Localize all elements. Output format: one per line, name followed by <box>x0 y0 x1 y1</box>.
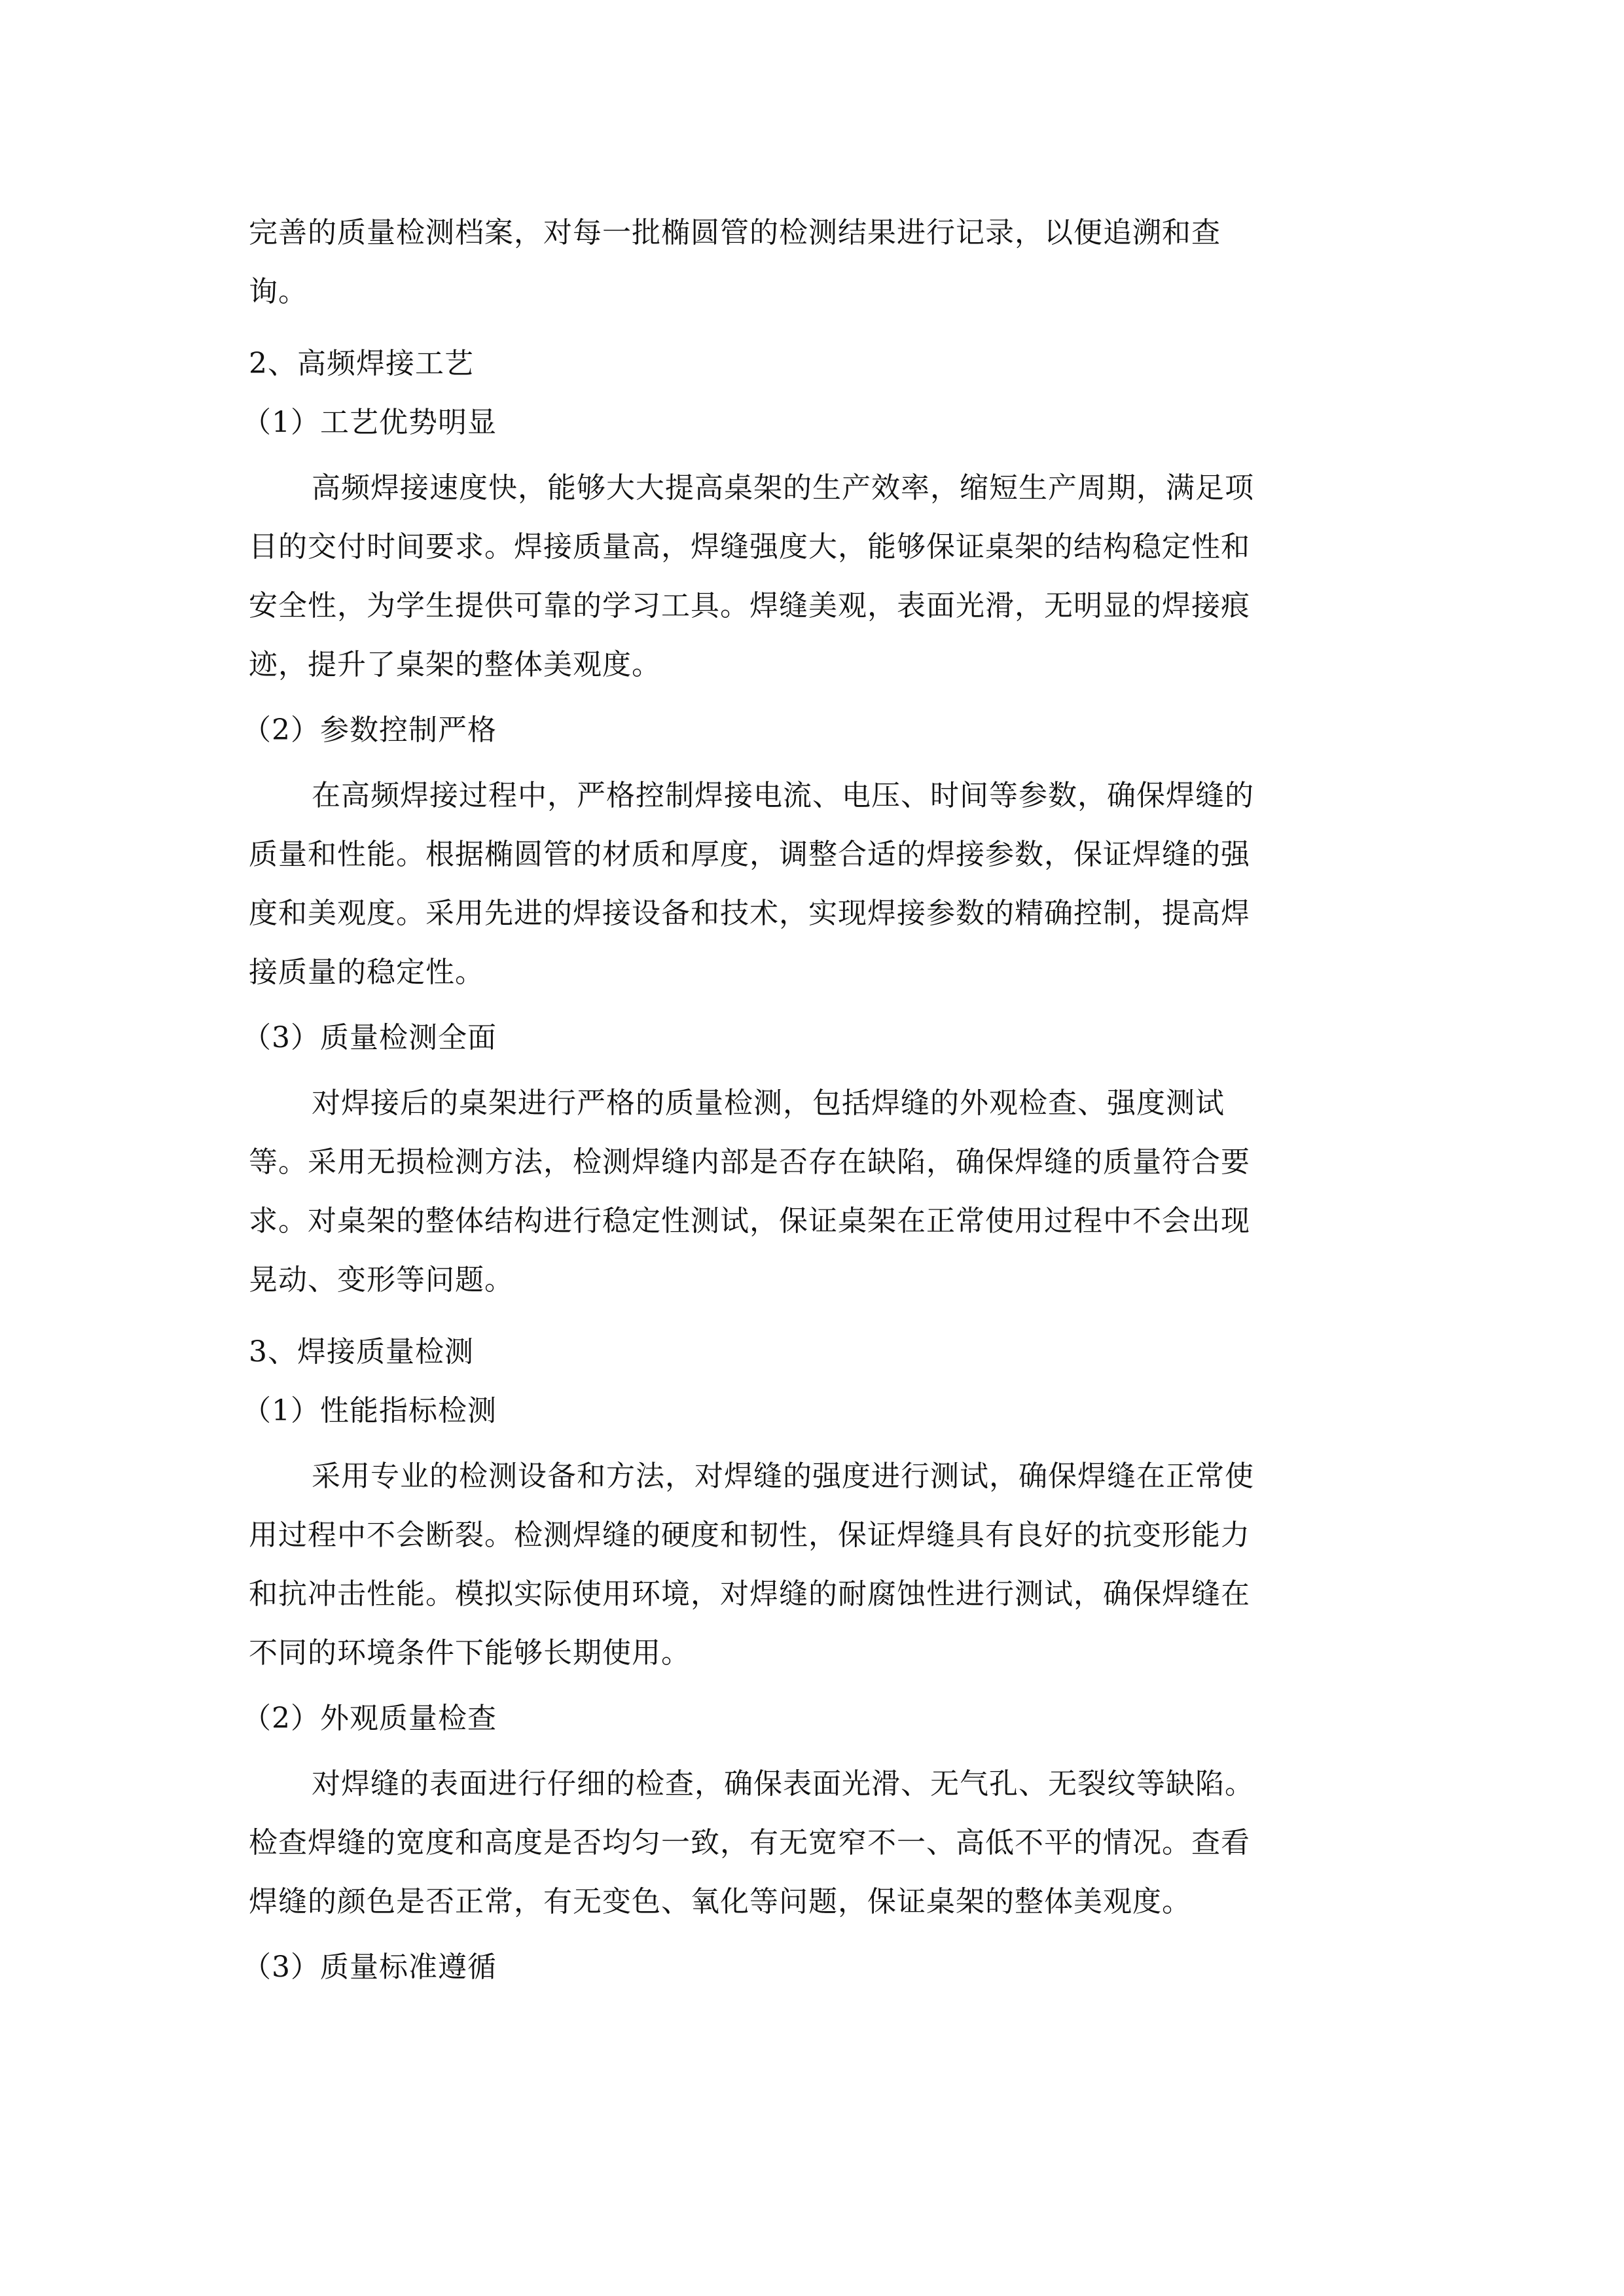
subsection-heading: （1）性能指标检测 <box>242 1394 497 1427</box>
paragraph-line: 求。对桌架的整体结构进行稳定性测试，保证桌架在正常使用过程中不会出现 <box>249 1204 1250 1238</box>
section-heading: 3、焊接质量检测 <box>249 1335 474 1369</box>
paragraph-line: 质量和性能。根据椭圆管的材质和厚度，调整合适的焊接参数，保证焊缝的强 <box>249 838 1250 871</box>
section-heading: 2、高频焊接工艺 <box>249 347 474 380</box>
paragraph-line: 用过程中不会断裂。检测焊缝的硬度和韧性，保证焊缝具有良好的抗变形能力 <box>249 1518 1250 1552</box>
paragraph-line: 目的交付时间要求。焊接质量高，焊缝强度大，能够保证桌架的结构稳定性和 <box>249 530 1250 564</box>
paragraph-line: 完善的质量检测档案，对每一批椭圆管的检测结果进行记录，以便追溯和查 <box>249 216 1221 249</box>
paragraph-line: 采用专业的检测设备和方法，对焊缝的强度进行测试，确保焊缝在正常使 <box>312 1460 1254 1493</box>
paragraph-line: 询。 <box>249 275 308 308</box>
subsection-heading: （1）工艺优势明显 <box>242 406 497 439</box>
paragraph-line: 度和美观度。采用先进的焊接设备和技术，实现焊接参数的精确控制，提高焊 <box>249 897 1250 930</box>
subsection-heading: （3）质量检测全面 <box>242 1021 497 1054</box>
paragraph-line: 对焊缝的表面进行仔细的检查，确保表面光滑、无气孔、无裂纹等缺陷。 <box>312 1767 1254 1801</box>
paragraph-line: 不同的环境条件下能够长期使用。 <box>249 1636 691 1670</box>
paragraph-line: 迹，提升了桌架的整体美观度。 <box>249 648 661 681</box>
paragraph-line: 检查焊缝的宽度和高度是否均匀一致，有无宽窄不一、高低不平的情况。查看 <box>249 1826 1250 1859</box>
paragraph-line: 在高频焊接过程中，严格控制焊接电流、电压、时间等参数，确保焊缝的 <box>312 779 1254 812</box>
paragraph-line: 和抗冲击性能。模拟实际使用环境，对焊缝的耐腐蚀性进行测试，确保焊缝在 <box>249 1577 1250 1611</box>
paragraph-line: 高频焊接速度快，能够大大提高桌架的生产效率，缩短生产周期，满足项 <box>312 471 1254 505</box>
paragraph-line: 接质量的稳定性。 <box>249 956 484 989</box>
paragraph-line: 等。采用无损检测方法，检测焊缝内部是否存在缺陷，确保焊缝的质量符合要 <box>249 1145 1250 1179</box>
subsection-heading: （2）参数控制严格 <box>242 713 497 747</box>
subsection-heading: （3）质量标准遵循 <box>242 1950 497 1984</box>
subsection-heading: （2）外观质量检查 <box>242 1702 497 1735</box>
paragraph-line: 晃动、变形等问题。 <box>249 1263 514 1297</box>
paragraph-line: 焊缝的颜色是否正常，有无变色、氧化等问题，保证桌架的整体美观度。 <box>249 1885 1191 1918</box>
paragraph-line: 对焊接后的桌架进行严格的质量检测，包括焊缝的外观检查、强度测试 <box>312 1086 1225 1120</box>
paragraph-line: 安全性，为学生提供可靠的学习工具。焊缝美观，表面光滑，无明显的焊接痕 <box>249 589 1250 622</box>
